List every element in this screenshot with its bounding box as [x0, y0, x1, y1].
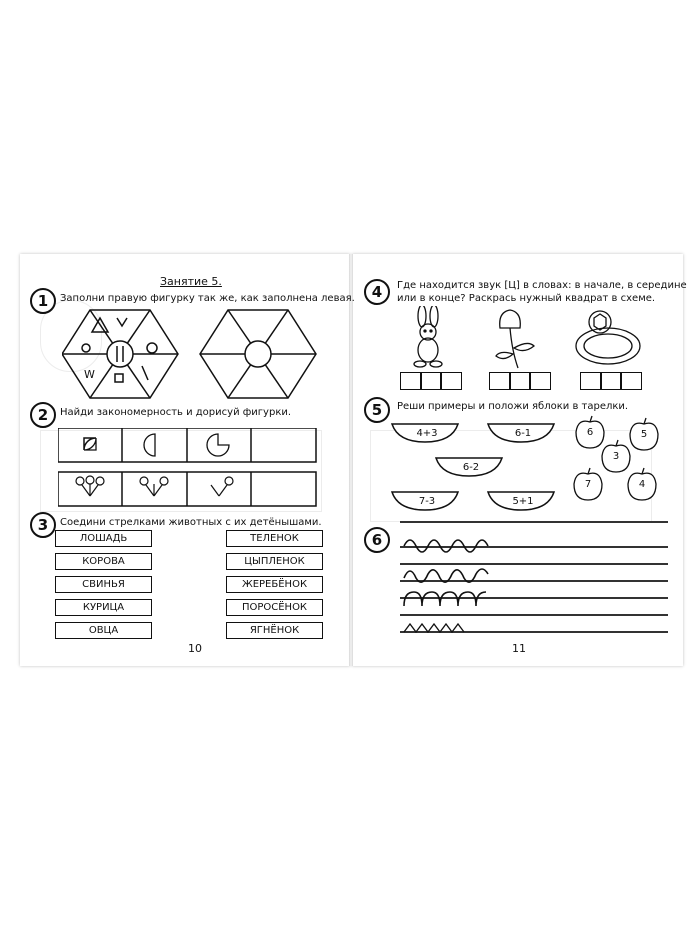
animal-word[interactable]: ОВЦА [55, 622, 152, 639]
left-hexagon [62, 310, 178, 398]
plate-expression: 4+3 [416, 428, 438, 439]
task6-number: 6 [364, 527, 390, 553]
left-page-number: 10 [188, 642, 202, 655]
plate-expression: 6-1 [514, 428, 532, 439]
baby-animal-word[interactable]: ЖЕРЕБЁНОК [226, 576, 323, 593]
sound-scheme-flower[interactable] [489, 372, 551, 390]
task1-number: 1 [30, 288, 56, 314]
svg-text:W: W [84, 368, 95, 381]
book-spine [349, 254, 353, 666]
plate-expression: 5+1 [512, 496, 534, 507]
ring-icon [576, 311, 640, 364]
right-hexagon [200, 310, 316, 398]
task5-text: Реши примеры и положи яблоки в тарелки. [397, 401, 629, 412]
handwriting-pattern [400, 530, 500, 640]
bell-flower-icon [496, 310, 534, 368]
task3-number: 3 [30, 512, 56, 538]
plate-expression: 6-2 [462, 462, 480, 473]
baby-animal-word[interactable]: ТЕЛЕНОК [226, 530, 323, 547]
apple-number[interactable]: 7 [584, 479, 592, 490]
animal-word[interactable]: КОРОВА [55, 553, 152, 570]
apple-number[interactable]: 4 [638, 479, 646, 490]
apple-number[interactable]: 3 [612, 451, 620, 462]
pattern-grids [58, 428, 320, 508]
task4-text-line2: или в конце? Раскрась нужный квадрат в схеме. [397, 293, 656, 304]
baby-animal-word[interactable]: ЯГНЁНОК [226, 622, 323, 639]
apple-number[interactable]: 6 [586, 427, 594, 438]
task4-pictures [400, 306, 670, 372]
task4-text-line1: Где находится звук [Ц] в словах: в начале, в середине [397, 280, 687, 291]
animal-word[interactable]: ЛОШАДЬ [55, 530, 152, 547]
apple-number[interactable]: 5 [640, 429, 648, 440]
sound-scheme-hare[interactable] [400, 372, 462, 390]
task1-text: Заполни правую фигурку так же, как заполнена левая. [60, 293, 355, 304]
hare-icon [414, 306, 442, 367]
task4-number: 4 [364, 279, 390, 305]
writing-line [400, 521, 668, 523]
animal-word[interactable]: СВИНЬЯ [55, 576, 152, 593]
task5-number: 5 [364, 397, 390, 423]
task2-text: Найди закономерность и дорисуй фигурки. [60, 407, 292, 418]
task3-text: Соедини стрелками животных с их детёнышами. [60, 517, 322, 528]
hexagon-figures [62, 306, 332, 406]
baby-animal-word[interactable]: ЦЫПЛЕНОК [226, 553, 323, 570]
baby-animal-word[interactable]: ПОРОСЁНОК [226, 599, 323, 616]
right-page-number: 11 [512, 642, 526, 655]
plate-expression: 7-3 [418, 496, 436, 507]
lesson-title: Занятие 5. [160, 275, 222, 288]
animal-word[interactable]: КУРИЦА [55, 599, 152, 616]
task2-number: 2 [30, 402, 56, 428]
sound-scheme-ring[interactable] [580, 372, 642, 390]
